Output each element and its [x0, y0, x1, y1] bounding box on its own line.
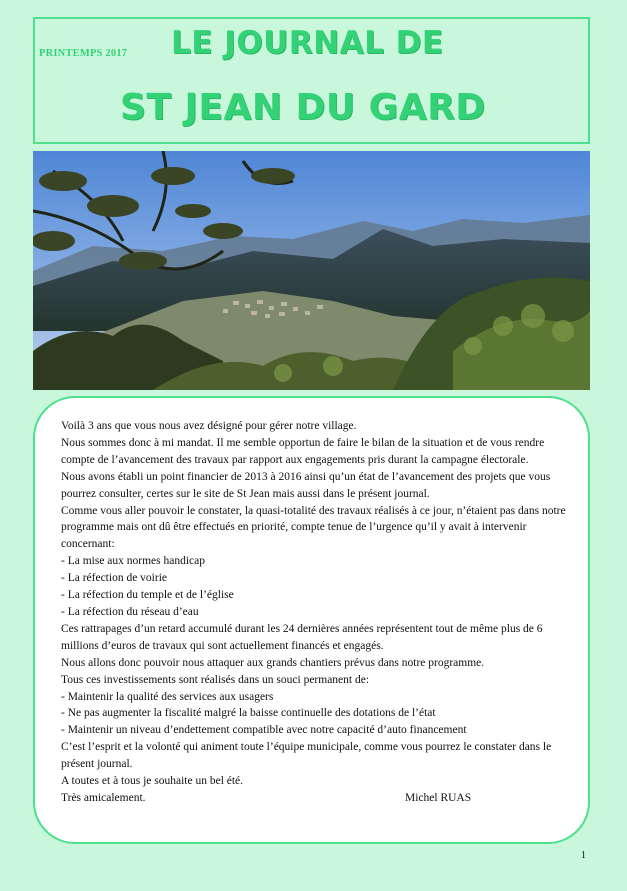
list-item: - Maintenir la qualité des services aux usagers — [61, 690, 274, 703]
paragraph: A toutes et à tous je souhaite un bel été. — [61, 775, 244, 788]
list-item: - La réfection du temple et de l’église — [61, 589, 234, 602]
paragraph: Nous avons établi un point financier de 2013 à 2016 ainsi qu’un état de l’avancement des projets que vous pourrez consulter, certes sur le site de St Jean mais aussi dans le présent journal. — [61, 470, 551, 500]
title-line-2: ST JEAN DU GARD — [120, 87, 486, 128]
list-item: - Maintenir un niveau d’endettement compatible avec notre capacité d’auto financement — [61, 724, 467, 737]
list-item: - La réfection de voirie — [61, 572, 167, 585]
season-label: PRINTEMPS 2017 — [39, 48, 128, 59]
landscape-photo — [33, 151, 590, 390]
closing-text: Très amicalement. — [61, 791, 146, 804]
paragraph: Voilà 3 ans que vous nous avez désigné pour gérer notre village. — [61, 420, 357, 432]
list-item: - La mise aux normes handicap — [61, 555, 206, 568]
page-number: 1 — [581, 850, 586, 861]
paragraph: Nous allons donc pouvoir nous attaquer aux grands chantiers prévus dans notre programme. — [61, 656, 485, 669]
list-item: - Ne pas augmenter la fiscalité malgré la baisse continuelle des dotations de l’état — [61, 707, 436, 720]
editorial-box — [33, 396, 590, 844]
landscape-photo-icon — [33, 151, 590, 390]
paragraph: C’est l’esprit et la volonté qui animent toute l’équipe municipale, comme vous pourrez le constater dans le présent journal. — [61, 741, 552, 771]
list-item: - La réfection du réseau d’eau — [61, 605, 199, 618]
editorial-text — [61, 418, 573, 807]
masthead — [33, 17, 590, 144]
signature-row — [61, 790, 573, 807]
signature: Michel RUAS — [405, 791, 472, 804]
paragraph: Comme vous aller pouvoir le constater, la quasi-totalité des travaux réalisés à ce jour, n’étaient pas dans notre programme mais ont dû être effectués en priorité, compte tenue de l’urgence qu’il y avait à intervenir concernant: — [61, 504, 566, 551]
paragraph: Tous ces investissements sont réalisés dans un souci permanent de: — [61, 673, 370, 686]
paragraph: Nous sommes donc à mi mandat. Il me semble opportun de faire le bilan de la situation et de vous rendre compte de l’avancement des travaux par rapport aux engagements pris durant la campagne électorale. — [61, 436, 545, 466]
title-line-1: LE JOURNAL DE — [171, 25, 444, 61]
paragraph: Ces rattrapages d’un retard accumulé durant les 24 dernières années représentent tout de même plus de 6 millions d’euros de travaux qui sont actuellement financés et engagés. — [61, 622, 543, 652]
